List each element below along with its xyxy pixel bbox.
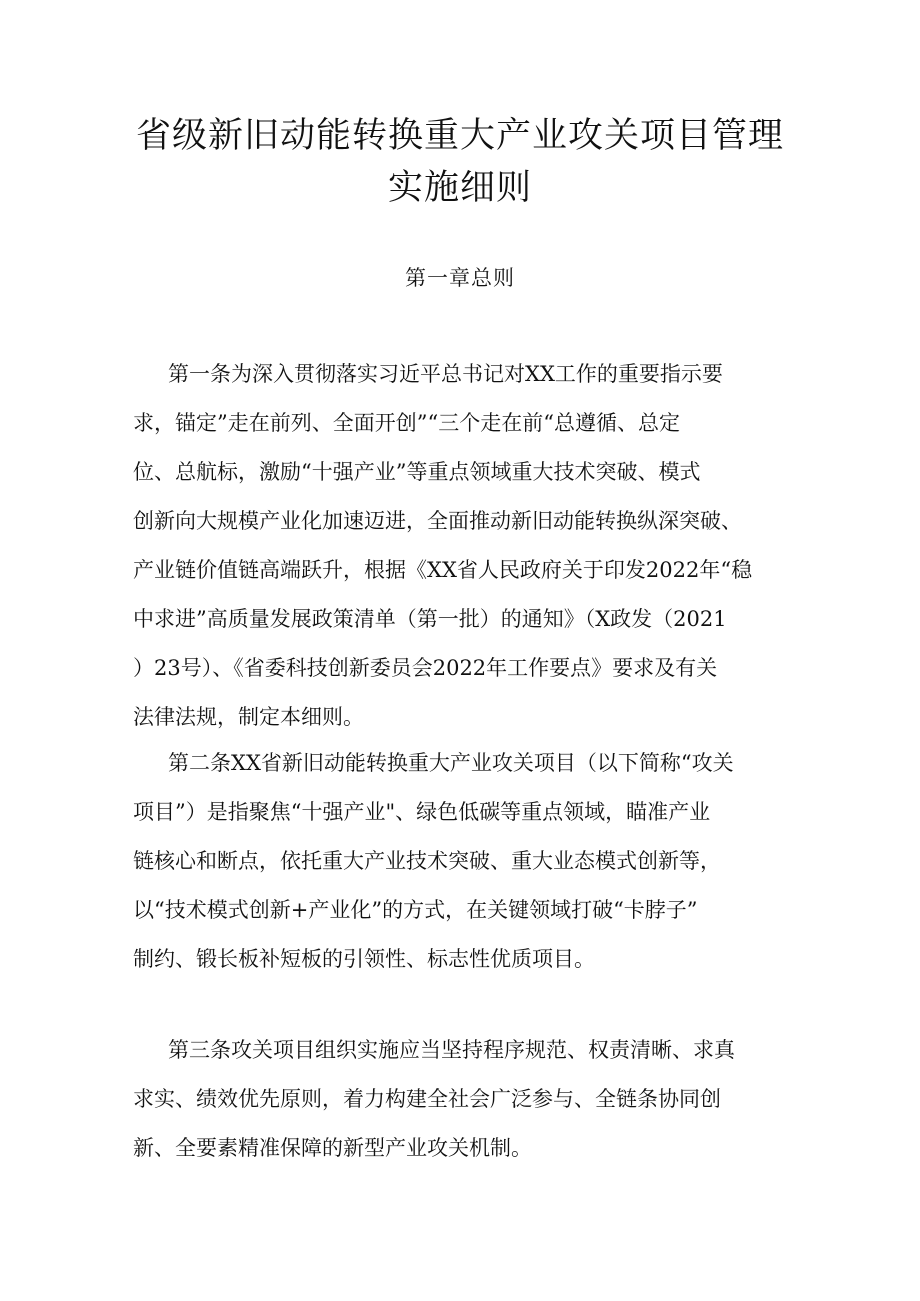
- article-2-line: 项目”）是指聚焦“十强产业"、绿色低碳等重点领域，瞄准产业: [133, 800, 711, 824]
- document-title-line-2: 实施细则: [387, 168, 532, 208]
- article-2-line: 制约、锻长板补短板的引领性、标志性优质项目。: [133, 947, 595, 971]
- chapter-heading: 第一章总则: [405, 266, 515, 290]
- article-1-line: 求，锚定”走在前列、全面开创”“三个走在前“总遵循、总定: [133, 411, 680, 435]
- article-1-line: 位、总航标，激励“十强产业”等重点领域重大技术突破、模式: [133, 460, 701, 484]
- article-1-line: ）23号）、《省委科技创新委员会2022年工作要点》要求及有关: [133, 656, 718, 680]
- article-2-line: 第二条XX省新旧动能转换重大产业攻关项目（以下简称“攻关: [168, 751, 734, 775]
- article-1-line: 产业链价值链高端跃升，根据《XX省人民政府关于印发2022年“稳: [133, 558, 753, 582]
- article-1-line: 法律法规，制定本细则。: [133, 705, 364, 729]
- article-2-line: 以“技术模式创新+产业化”的方式，在关键领域打破“卡脖子”: [133, 898, 698, 922]
- article-1-line: 第一条为深入贯彻落实习近平总书记对XX工作的重要指示要: [168, 362, 723, 386]
- article-1-line: 中求进”高质量发展政策清单（第一批）的通知》（X政发（2021: [133, 607, 727, 631]
- article-2-line: 链核心和断点，依托重大产业技术突破、重大业态模式创新等，: [133, 849, 721, 873]
- article-3-line: 求实、绩效优先原则，着力构建全社会广泛参与、全链条协同创: [133, 1087, 721, 1111]
- article-1-line: 创新向大规模产业化加速迈进，全面推动新旧动能转换纵深突破、: [133, 509, 742, 533]
- article-3-line: 第三条攻关项目组织实施应当坚持程序规范、权责清晰、求真: [168, 1038, 735, 1062]
- document-title-line-1: 省级新旧动能转换重大产业攻关项目管理: [135, 116, 784, 156]
- article-3-line: 新、全要素精准保障的新型产业攻关机制。: [133, 1136, 532, 1160]
